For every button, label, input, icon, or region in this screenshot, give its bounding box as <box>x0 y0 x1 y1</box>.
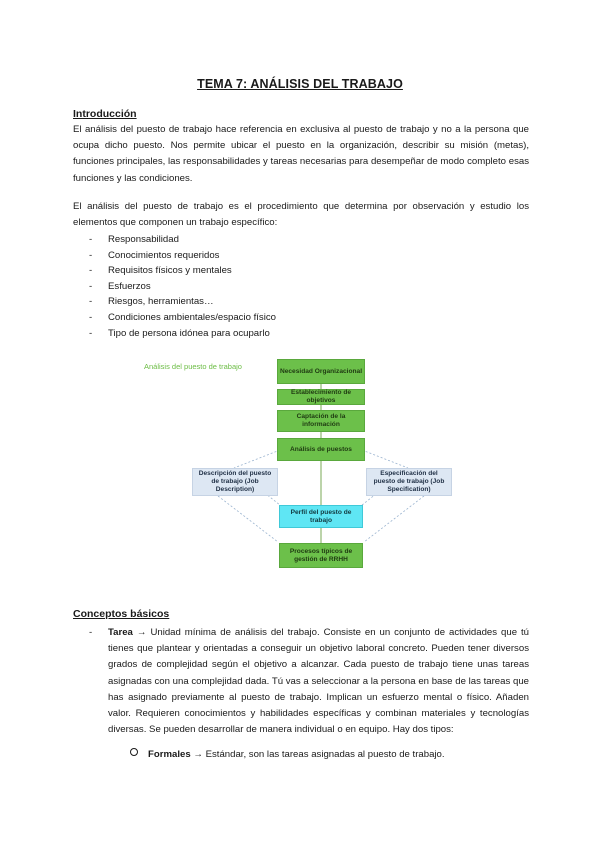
dash-marker: - <box>89 234 93 245</box>
step-objectives: Establecimiento de objetivos <box>277 389 365 405</box>
job-description-box: Descripción del puesto de trabajo (Job Description) <box>192 468 278 496</box>
dash-marker: - <box>89 280 93 292</box>
hr-processes-box: Procesos típicos de gestión de RRHH <box>279 543 363 568</box>
job-analysis-diagram <box>130 352 480 577</box>
diagram-label: Análisis del puesto de trabajo <box>144 362 242 371</box>
tarea-paragraph <box>108 625 529 738</box>
connector-line <box>362 450 408 468</box>
list-item: - Requisitos físicos y mentales <box>73 263 529 279</box>
dash-marker: - <box>89 265 93 277</box>
list-item: - Riesgos, herramientas… <box>73 294 529 310</box>
tarea-definition: Unidad mínima de análisis del trabajo. Consiste en un conjunto de actividades que tú tienes que plantear y orientadas a conseguir un objetivo laboral concreto. Pueden tener diversos grados de complejidad según el objetivo a alcanzar. Cada puesto de trabajo tiene unas tareas asignadas con una complejidad dada. Tú vas a seleccionar a la persona en base de las tareas que has asignado previamente al puesto de trabajo. Implican un esfuerzo mental o físico. Añaden valor. Requieren conocimientos y habilidades específicas y combinan materiales y tecnologías diversas. Se pueden desarrollar de manera individual o en equipo. Hay dos tipos: <box>108 627 529 736</box>
connector-line <box>364 496 424 542</box>
step-analysis: Análisis de puestos <box>277 438 365 461</box>
dash-marker: - <box>89 311 93 323</box>
dash-marker: - <box>89 249 93 261</box>
tarea-term: Tarea <box>108 627 133 638</box>
elements-list <box>73 232 529 341</box>
list-item: - Esfuerzos <box>73 279 529 295</box>
list-item: - Responsabilidad <box>73 232 529 248</box>
dash-marker: - <box>89 627 93 638</box>
dash-marker: - <box>89 327 93 339</box>
step-information: Captación de la información <box>277 410 365 432</box>
page-title: TEMA 7: ANÁLISIS DEL TRABAJO <box>197 77 403 91</box>
list-item: - Condiciones ambientales/espacio físico <box>73 310 529 326</box>
job-specification-box: Especificación del puesto de trabajo (Job Specification) <box>366 468 452 496</box>
sub-item-formales <box>130 747 445 763</box>
circle-bullet-icon <box>130 748 138 756</box>
step-need: Necesidad Organizacional <box>277 359 365 384</box>
connector-line <box>218 496 278 542</box>
dash-marker: - <box>89 296 93 308</box>
conceptos-heading: Conceptos básicos <box>73 608 170 620</box>
job-profile-box: Perfil del puesto de trabajo <box>279 505 363 528</box>
formales-definition: Estándar, son las tareas asignadas al puesto de trabajo. <box>202 749 445 760</box>
formales-term: Formales <box>148 749 191 760</box>
arrow-glyph: → <box>193 749 203 760</box>
intro-paragraph-1: El análisis del puesto de trabajo hace referencia en exclusiva al puesto de trabajo y no a la persona que ocupa dicho puesto. Nos permite ubicar el puesto en la organización, describir su misión (metas), funciones principales, las responsabilidades y tareas necesarias para desempeñar de modo completo esas funciones y las condiciones. <box>73 124 529 184</box>
list-item: - Tipo de persona idónea para ocuparlo <box>73 326 529 342</box>
intro-heading: Introducción <box>73 108 137 120</box>
list-item: - Conocimientos requeridos <box>73 248 529 264</box>
connector-line <box>234 450 280 468</box>
arrow-glyph: → <box>136 627 147 638</box>
intro-paragraph-2: El análisis del puesto de trabajo es el procedimiento que determina por observación y estudio los elementos que componen un trabajo específico: <box>73 201 529 229</box>
